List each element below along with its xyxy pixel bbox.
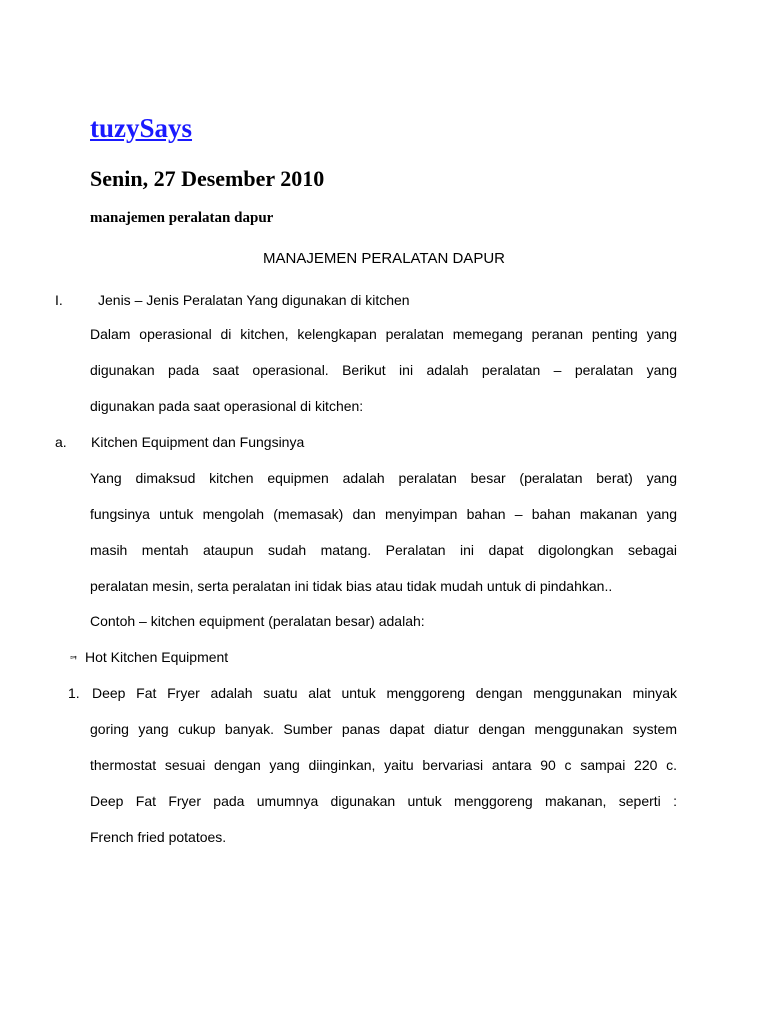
paragraph-line: fungsinya untuk mengolah (memasak) dan menyimpan bahan – bahan makanan yang [90,506,677,522]
item-1-paragraph [90,684,677,864]
section-a-title: Kitchen Equipment dan Fungsinya [91,434,305,450]
document-heading: MANAJEMEN PERALATAN DAPUR [263,250,505,267]
section-1-marker: I. [55,292,63,308]
bullet-icon: ᆿ [68,649,79,661]
paragraph-line: digunakan pada saat operasional di kitchen: [90,398,364,414]
section-a-marker: a. [55,434,67,450]
blog-title-link[interactable]: tuzySays [90,113,193,143]
section-a-paragraph [90,469,677,613]
paragraph-line: Dalam operasional di kitchen, kelengkapan peralatan memegang peranan penting yang [90,326,677,342]
paragraph-line: digunakan pada saat operasional. Berikut ini adalah peralatan – peralatan yang [90,362,677,378]
paragraph-line: thermostat sesuai dengan yang diinginkan, yaitu bervariasi antara 90 c sampai 220 c. [90,757,677,773]
hot-kitchen-title: Hot Kitchen Equipment [85,649,229,665]
post-title: manajemen peralatan dapur [90,210,274,226]
section-1-paragraph [90,325,677,433]
example-text: Contoh – kitchen equipment (peralatan besar) adalah: [90,613,425,629]
paragraph-line: Yang dimaksud kitchen equipmen adalah peralatan besar (peralatan berat) yang [90,470,677,486]
section-1-title: Jenis – Jenis Peralatan Yang digunakan di kitchen [98,292,410,308]
paragraph-line: Deep Fat Fryer pada umumnya digunakan untuk menggoreng makanan, seperti : [90,793,677,809]
post-date: Senin, 27 Desember 2010 [90,166,325,191]
paragraph-line: French fried potatoes. [90,829,227,845]
paragraph-line: peralatan mesin, serta peralatan ini tidak bias atau tidak mudah untuk di pindahkan.. [90,578,613,594]
paragraph-line: goring yang cukup banyak. Sumber panas dapat diatur dengan menggunakan system [90,721,677,737]
item-1-marker: 1. [68,685,80,701]
paragraph-line: Deep Fat Fryer adalah suatu alat untuk menggoreng dengan menggunakan minyak [92,685,677,701]
paragraph-line: masih mentah ataupun sudah matang. Peralatan ini dapat digolongkan sebagai [90,542,677,558]
